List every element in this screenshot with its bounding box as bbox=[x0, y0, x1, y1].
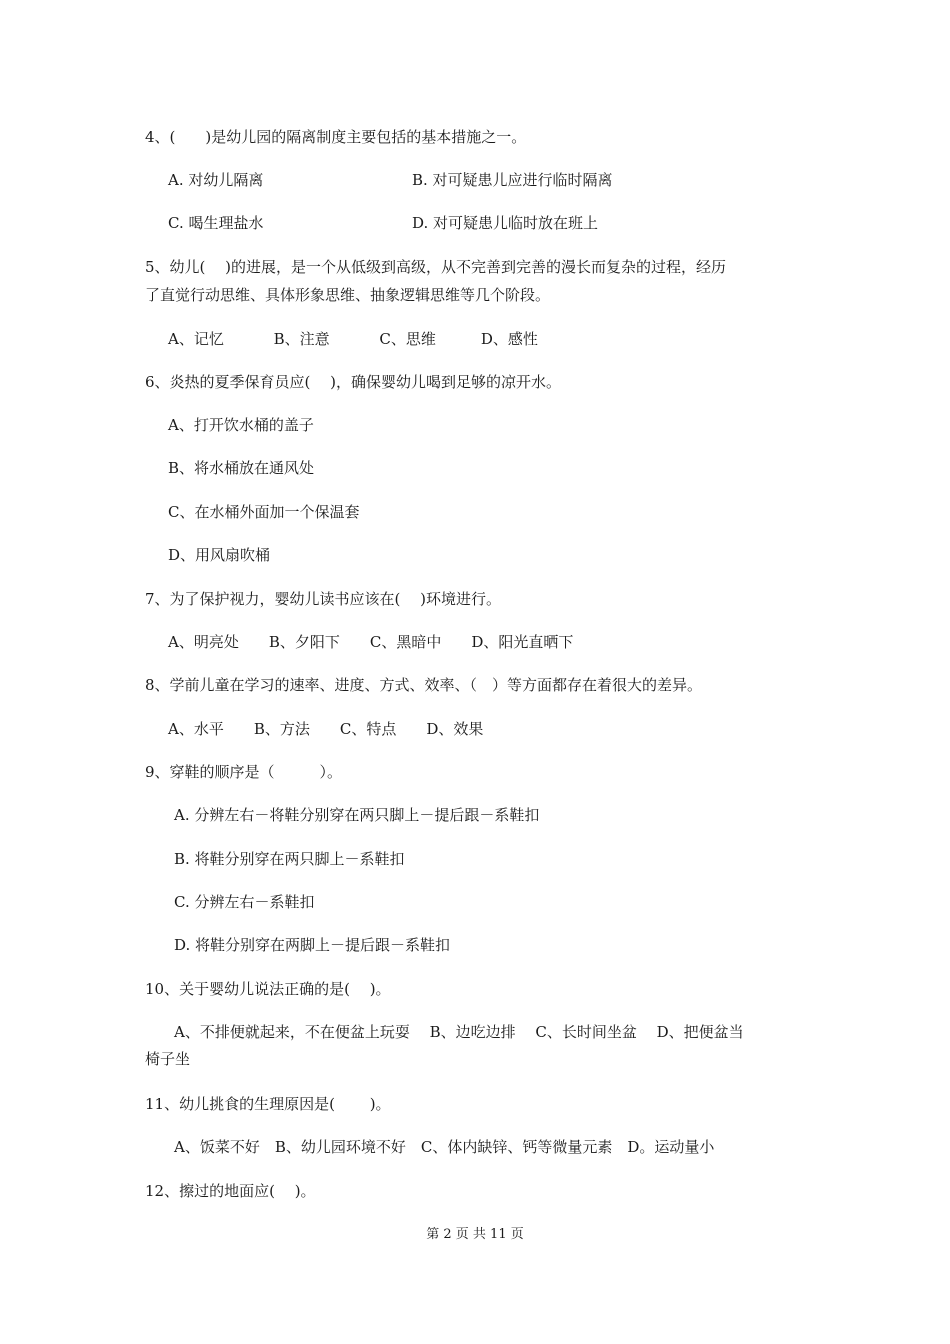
q7-options: A、明亮处 B、夕阳下 C、黑暗中 D、阳光直晒下 bbox=[168, 633, 574, 651]
q4-option-c: C. 喝生理盐水 bbox=[168, 214, 264, 232]
q10-options-continued: 椅子坐 bbox=[145, 1050, 191, 1068]
q5-options: A、记忆 B、注意 C、思维 D、感性 bbox=[168, 330, 538, 348]
q9-option-b: B. 将鞋分别穿在两只脚上－系鞋扣 bbox=[174, 850, 405, 868]
q6-option-b: B、将水桶放在通风处 bbox=[168, 459, 315, 477]
question-10: 10、关于婴幼儿说法正确的是( )。 bbox=[145, 980, 391, 998]
question-5-line-1: 5、幼儿( )的进展，是一个从低级到高级，从不完善到完善的漫长而复杂的过程，经历 bbox=[145, 258, 727, 276]
q4-option-a: A. 对幼儿隔离 bbox=[168, 171, 264, 189]
q4-option-b: B. 对可疑患儿应进行临时隔离 bbox=[412, 171, 613, 189]
question-6: 6、炎热的夏季保育员应( )，确保婴幼儿喝到足够的凉开水。 bbox=[145, 373, 562, 391]
question-5-line-2: 了直觉行动思维、具体形象思维、抽象逻辑思维等几个阶段。 bbox=[145, 286, 551, 304]
question-4: 4、( )是幼儿园的隔离制度主要包括的基本措施之一。 bbox=[145, 128, 527, 146]
q6-option-d: D、用风扇吹桶 bbox=[168, 546, 271, 564]
q9-option-a: A. 分辨左右－将鞋分别穿在两只脚上－提后跟－系鞋扣 bbox=[174, 806, 540, 824]
q6-option-c: C、在水桶外面加一个保温套 bbox=[168, 503, 360, 521]
q10-options: A、不排便就起来，不在便盆上玩耍 B、边吃边排 C、长时间坐盆 D、把便盆当 bbox=[174, 1023, 744, 1041]
q9-option-d: D. 将鞋分别穿在两脚上－提后跟－系鞋扣 bbox=[174, 936, 451, 954]
q11-options: A、饭菜不好 B、幼儿园环境不好 C、体内缺锌、钙等微量元素 D。运动量小 bbox=[174, 1138, 715, 1156]
q6-option-a: A、打开饮水桶的盖子 bbox=[168, 416, 314, 434]
q9-option-c: C. 分辨左右－系鞋扣 bbox=[174, 893, 315, 911]
q4-option-d: D. 对可疑患儿临时放在班上 bbox=[412, 214, 599, 232]
q8-options: A、水平 B、方法 C、特点 D、效果 bbox=[168, 720, 484, 738]
question-8: 8、学前儿童在学习的速率、进度、方式、效率、（ ）等方面都存在着很大的差异。 bbox=[145, 676, 703, 694]
question-12: 12、擦过的地面应( )。 bbox=[145, 1182, 316, 1200]
question-11: 11、幼儿挑食的生理原因是( )。 bbox=[145, 1095, 391, 1113]
question-9: 9、穿鞋的顺序是（ ）。 bbox=[145, 763, 343, 781]
page-footer: 第 2 页 共 11 页 bbox=[426, 1227, 524, 1242]
question-7: 7、为了保护视力，婴幼儿读书应该在( )环境进行。 bbox=[145, 590, 502, 608]
